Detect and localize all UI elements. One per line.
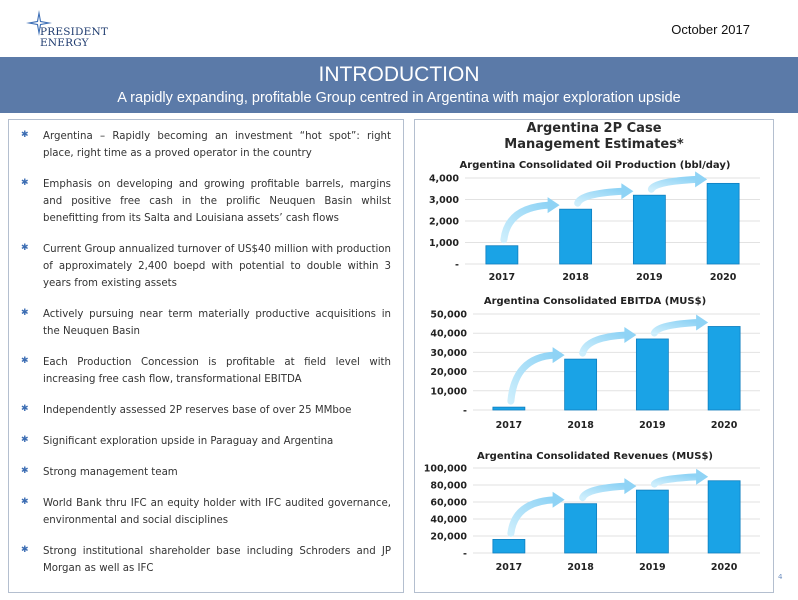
- x-tick-label: 2020: [709, 272, 737, 283]
- star-bullet-icon: ✱: [21, 435, 29, 445]
- estimates-title-line1: Argentina 2P Case: [526, 121, 662, 136]
- y-tick-label: 80,000: [430, 480, 467, 492]
- page-title: INTRODUCTION: [318, 63, 480, 86]
- y-tick-label: 20,000: [430, 367, 467, 379]
- bullet-text: Actively pursuing near term materially productive acquisitions in the Neuquen Basin: [43, 309, 391, 337]
- x-tick-label: 2017: [495, 420, 523, 431]
- growth-arrow-shaft: [504, 205, 550, 240]
- growth-arrow-shaft: [583, 335, 627, 353]
- chart-title: Argentina Consolidated Oil Production (bbl/day): [459, 160, 731, 171]
- bar-2018: [565, 504, 597, 553]
- bar-2019: [633, 195, 665, 264]
- bullet-text: Strong management team: [43, 467, 178, 478]
- growth-arrow-shaft: [654, 322, 698, 332]
- y-tick-label: 50,000: [430, 309, 467, 321]
- title-banner: [0, 57, 798, 113]
- x-tick-label: 2020: [710, 562, 738, 573]
- oil-production-chart-svg: [415, 156, 775, 286]
- growth-arrow-head: [553, 492, 565, 508]
- chart-title: Argentina Consolidated EBITDA (MUS$): [483, 296, 707, 307]
- bar-2017: [493, 407, 525, 410]
- president-energy-logo: [26, 8, 116, 54]
- bullet-text: Emphasis on developing and growing profitable barrels, margins and positive free cash in the prolific Neuquen Basin whilst benefitting from its Salta and Louisiana assets’ cash flows: [43, 179, 391, 224]
- page-number: 4: [778, 573, 783, 581]
- logo-line1: PRESIDENT: [40, 26, 109, 38]
- bullet-text: Argentina – Rapidly becoming an investment “hot spot”: right place, right time as a proved operator in the country: [43, 131, 391, 159]
- star-bullet-icon: ✱: [21, 466, 29, 476]
- chart-title: Argentina Consolidated Revenues (MUS$): [476, 451, 714, 462]
- bar-2018: [565, 359, 597, 410]
- bullet-text: World Bank thru IFC an equity holder with IFC audited governance, environmental and social disciplines: [43, 498, 391, 526]
- revenues-chart: [415, 451, 775, 591]
- growth-arrow-shaft: [511, 355, 555, 401]
- bullet-text: Significant exploration upside in Paraguay and Argentina: [43, 436, 334, 447]
- growth-arrow-shaft: [578, 191, 624, 203]
- y-tick-label: 30,000: [430, 347, 467, 359]
- bullet-item: [21, 495, 391, 529]
- bullet-text: Each Production Concession is profitable at field level with increasing free cash flow, transformational EBITDA: [43, 357, 391, 385]
- bar-2017: [493, 539, 525, 553]
- star-bullet-icon: ✱: [21, 404, 29, 414]
- ebitda-chart: [415, 294, 775, 444]
- bar-2018: [560, 209, 592, 264]
- y-tick-label: 100,000: [423, 463, 467, 475]
- bar-2019: [636, 339, 668, 410]
- estimates-title: [415, 121, 773, 153]
- x-tick-label: 2019: [636, 272, 663, 283]
- bullet-list: [9, 120, 403, 577]
- x-tick-label: 2019: [639, 562, 666, 573]
- revenues-chart-svg: [415, 451, 775, 591]
- growth-arrow-head: [624, 327, 636, 343]
- star-bullet-icon: ✱: [21, 545, 29, 555]
- bullet-item: [21, 306, 391, 340]
- bullet-item: [21, 176, 391, 227]
- report-date: October 2017: [671, 22, 750, 37]
- bullet-text: Independently assessed 2P reserves base of over 25 MMboe: [43, 405, 352, 416]
- y-tick-label: -: [463, 405, 467, 417]
- y-tick-label: 1,000: [428, 238, 459, 249]
- star-bullet-icon: ✱: [21, 497, 29, 507]
- y-tick-label: 40,000: [430, 328, 467, 340]
- growth-arrow-shaft: [654, 477, 698, 484]
- bullet-text: Current Group annualized turnover of US$40 million with production of approximately 2,400 boepd with potential to double within 3 years from existing assets: [43, 244, 391, 289]
- ebitda-chart-svg: [415, 294, 775, 444]
- growth-arrow-shaft: [583, 486, 627, 498]
- x-tick-label: 2017: [488, 272, 516, 283]
- y-tick-label: 60,000: [430, 497, 467, 509]
- bar-2017: [486, 246, 518, 264]
- x-tick-label: 2020: [710, 420, 738, 431]
- bullet-item: [21, 543, 391, 577]
- bullet-item: [21, 402, 391, 419]
- y-tick-label: 10,000: [430, 386, 467, 398]
- bullet-text: Strong institutional shareholder base including Schroders and JP Morgan as well as IFC: [43, 546, 391, 574]
- y-tick-label: 20,000: [430, 531, 467, 543]
- page-subtitle: A rapidly expanding, profitable Group centred in Argentina with major exploration upside: [117, 90, 681, 106]
- bullet-item: [21, 464, 391, 481]
- growth-arrow-head: [621, 183, 633, 199]
- y-tick-label: 3,000: [428, 195, 459, 206]
- y-tick-label: -: [455, 259, 459, 271]
- growth-arrow-head: [696, 314, 708, 330]
- x-tick-label: 2018: [567, 562, 594, 573]
- growth-arrow-shaft: [511, 500, 555, 534]
- bar-2020: [708, 326, 740, 410]
- y-tick-label: -: [463, 548, 467, 560]
- y-tick-label: 40,000: [430, 514, 467, 526]
- star-bullet-icon: ✱: [21, 130, 29, 140]
- star-bullet-icon: ✱: [21, 243, 29, 253]
- logo-line2: ENERGY: [40, 37, 89, 49]
- y-tick-label: 4,000: [428, 173, 459, 185]
- growth-arrow-head: [695, 171, 707, 187]
- bar-2019: [636, 490, 668, 553]
- bullet-item: [21, 433, 391, 450]
- star-bullet-icon: ✱: [21, 178, 29, 188]
- bullet-item: [21, 241, 391, 292]
- growth-arrow-shaft: [651, 179, 697, 189]
- growth-arrow-head: [696, 469, 708, 485]
- key-points-panel: [8, 119, 404, 593]
- star-bullet-icon: ✱: [21, 356, 29, 366]
- bullet-item: [21, 128, 391, 162]
- x-tick-label: 2018: [562, 272, 589, 283]
- bar-2020: [708, 481, 740, 553]
- estimates-panel: [414, 119, 774, 593]
- oil-production-chart: [415, 156, 775, 286]
- star-bullet-icon: ✱: [21, 308, 29, 318]
- growth-arrow-head: [553, 347, 565, 363]
- bullet-item: [21, 354, 391, 388]
- x-tick-label: 2018: [567, 420, 594, 431]
- estimates-title-line2: Management Estimates*: [504, 137, 684, 152]
- y-tick-label: 2,000: [428, 216, 459, 228]
- x-tick-label: 2017: [495, 562, 523, 573]
- x-tick-label: 2019: [639, 420, 666, 431]
- growth-arrow-head: [624, 478, 636, 494]
- bar-2020: [707, 183, 739, 264]
